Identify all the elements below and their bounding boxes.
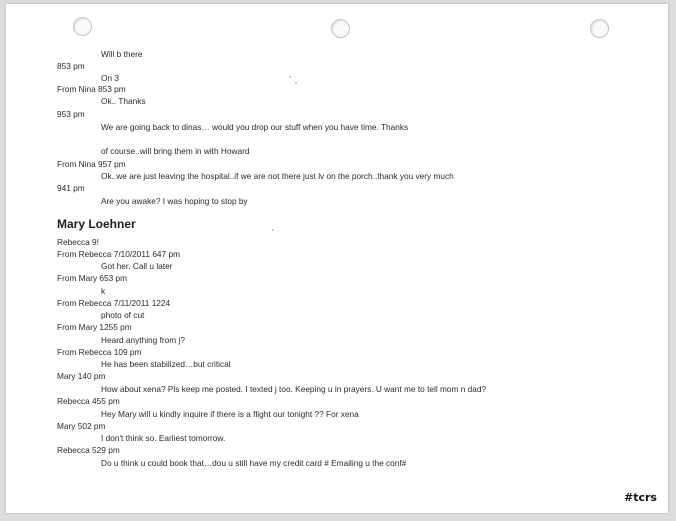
message-line: We are going back to dinas… would you drop our stuff when you have time. Thanks bbox=[101, 122, 409, 132]
message-line: photo of cut bbox=[101, 310, 145, 320]
scan-speck bbox=[289, 76, 291, 78]
punch-hole-left bbox=[73, 17, 92, 36]
message-line: Ok..we are just leaving the hospital..if we are not there just lv on the porch..thank you very much bbox=[101, 171, 454, 181]
message-header: From Nina 853 pm bbox=[57, 84, 126, 94]
message-line: He has been stabilized…but critical bbox=[101, 359, 231, 369]
message-header: Mary 502 pm bbox=[57, 421, 106, 431]
message-header: Rebecca 9! bbox=[57, 237, 99, 247]
document-page bbox=[6, 4, 668, 513]
message-line: Are you awake? I was hoping to stop by bbox=[101, 196, 248, 206]
message-header: 941 pm bbox=[57, 183, 85, 193]
message-line: Do u think u could book that…dou u still have my credit card # Emailing u the conf# bbox=[101, 458, 407, 468]
message-header: Mary 140 pm bbox=[57, 371, 106, 381]
message-header: Rebecca 529 pm bbox=[57, 445, 120, 455]
message-line: Will b there bbox=[101, 49, 143, 59]
watermark-tag: #tcrs bbox=[624, 491, 657, 504]
message-header: From Mary 1255 pm bbox=[57, 322, 132, 332]
message-header: From Mary 653 pm bbox=[57, 273, 128, 283]
message-line: Ok.. Thanks bbox=[101, 96, 146, 106]
scan-speck bbox=[272, 229, 274, 231]
message-line: I don't think so. Earliest tomorrow. bbox=[101, 433, 226, 443]
message-header: Rebecca 455 pm bbox=[57, 396, 120, 406]
message-header: From Rebecca 7/11/2011 1224 bbox=[57, 298, 171, 308]
message-header: From Rebecca 7/10/2011 647 pm bbox=[57, 249, 180, 259]
message-header: From Nina 957 pm bbox=[57, 159, 126, 169]
section-title: Mary Loehner bbox=[57, 217, 136, 231]
message-header: From Rebecca 109 pm bbox=[57, 347, 142, 357]
message-line: of course..will bring them in with Howard bbox=[101, 146, 250, 156]
message-header: 853 pm bbox=[57, 61, 85, 71]
message-header: 953 pm bbox=[57, 109, 85, 119]
message-line: On 3 bbox=[101, 73, 119, 83]
message-line: How about xena? Pls keep me posted. I texted j too. Keeping u in prayers. U want me to tell mom n dad? bbox=[101, 384, 487, 394]
punch-hole-center bbox=[331, 19, 350, 38]
message-line: Heard anything from j? bbox=[101, 335, 185, 345]
punch-hole-right bbox=[590, 19, 609, 38]
scan-speck bbox=[295, 82, 297, 84]
message-line: k bbox=[101, 286, 106, 296]
message-line: Hey Mary will u kindly inquire if there is a flight our tonight ?? For xena bbox=[101, 409, 359, 419]
message-line: Got her. Call u later bbox=[101, 261, 173, 271]
